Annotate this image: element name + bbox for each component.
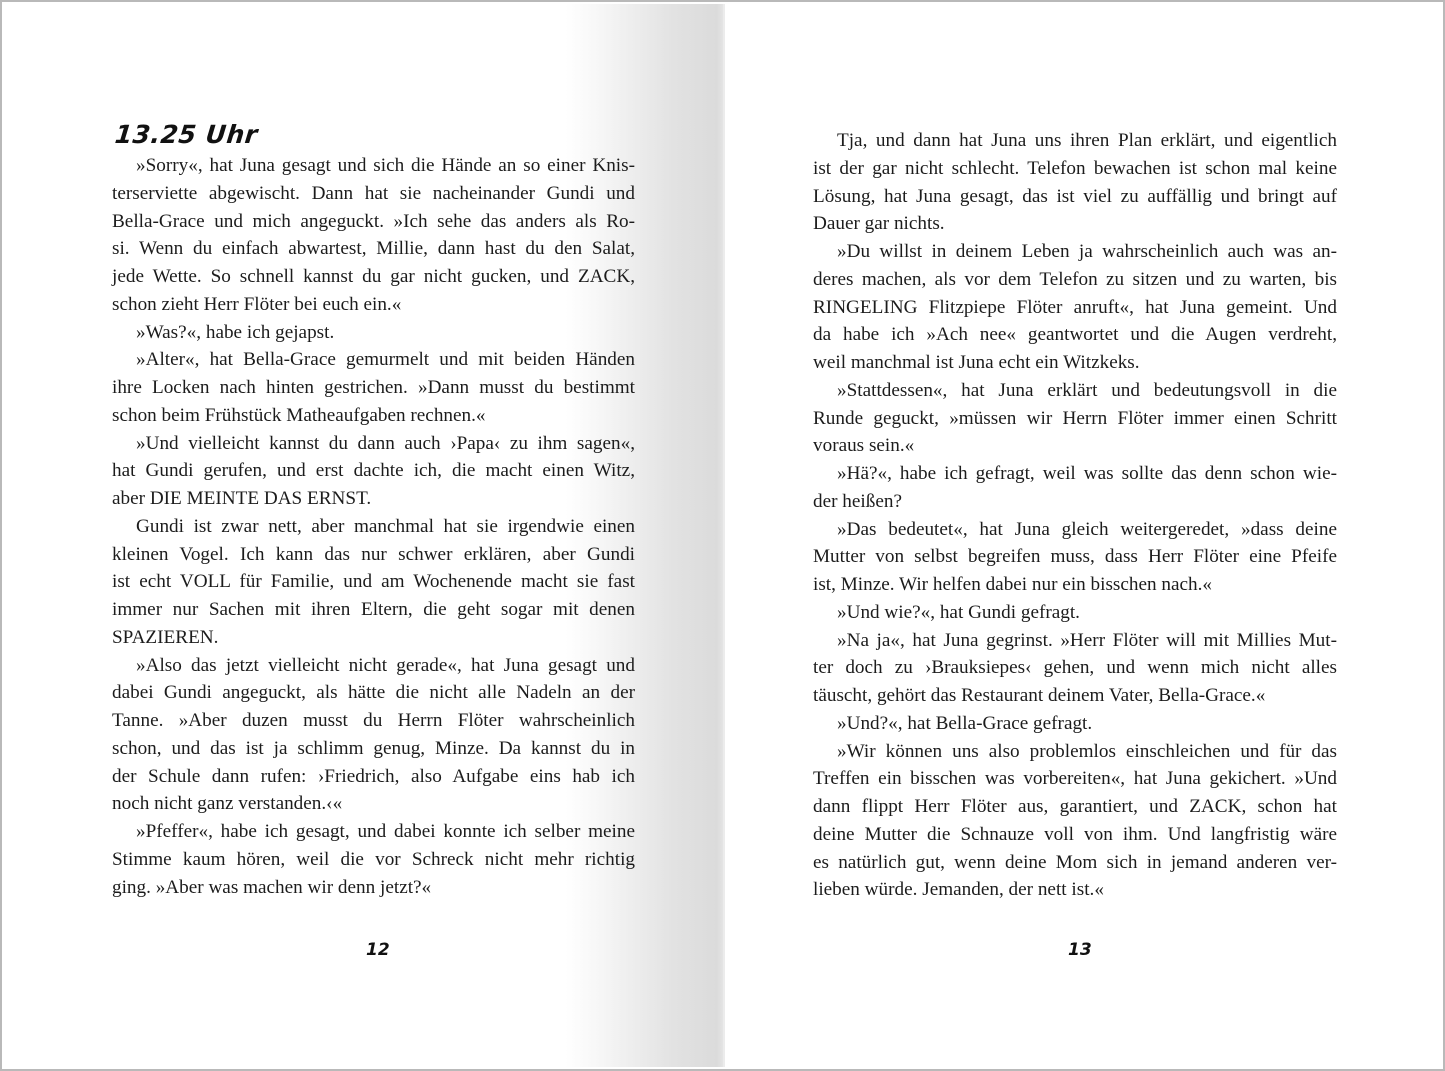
text-line: Stimme kaum hören, weil die vor Schreck nicht mehr richtig (112, 848, 635, 870)
text-line: ging. »Aber was machen wir denn jetzt?« (112, 876, 432, 898)
text-line: es natürlich gut, wenn deine Mom sich in jemand anderen ver- (813, 851, 1337, 873)
text-line: »Und wie?«, hat Gundi gefragt. (837, 601, 1080, 623)
text-line: ihre Locken nach hinten gestrichen. »Dann musst du bestimmt (112, 377, 635, 398)
text-line: der heißen? (813, 490, 902, 512)
text-line: Mutter von selbst begreifen muss, dass Herr Flöter eine Pfeife (813, 546, 1337, 568)
text-line: immer nur Sachen mit ihren Eltern, die geht sogar mit denen (112, 599, 635, 620)
text-line: dabei Gundi angeguckt, als hätte die nicht alle Nadeln an der (112, 682, 635, 704)
text-line: »Sorry«, hat Juna gesagt und sich die Hände an so einer Knis- (136, 155, 635, 176)
text-line: ter doch zu ›Brauksiepes‹ gehen, und wenn mich nicht alles (813, 657, 1337, 679)
text-line: Treffen ein bisschen was vorbereiten«, hat Juna gekichert. »Und (813, 768, 1337, 790)
text-line: RINGELING Flitzpiepe Flöter anruft«, hat Juna gemeint. Und (813, 296, 1337, 318)
text-line: weil manchmal ist Juna echt ein Witzkeks. (813, 352, 1140, 373)
text-line: »Wir können uns also problemlos einschleichen und für das (837, 740, 1337, 762)
text-line: terserviette abgewischt. Dann hat sie nacheinander Gundi und (112, 182, 635, 204)
text-line: Runde geguckt, »müssen wir Herrn Flöter immer einen Schritt (813, 407, 1337, 429)
text-line: »Und vielleicht kannst du dann auch ›Papa‹ zu ihm sagen«, (136, 432, 635, 454)
text-line: »Also das jetzt vielleicht nicht gerade«, hat Juna gesagt und (136, 654, 635, 676)
text-line: deres machen, als vor dem Telefon zu sitzen und zu warten, bis (813, 268, 1337, 290)
text-line: si. Wenn du einfach abwartest, Millie, dann hast du den Salat, (112, 238, 635, 260)
text-line: »Stattdessen«, hat Juna erklärt und bedeutungsvoll in die (837, 379, 1337, 401)
text-line: lieben würde. Jemanden, der nett ist.« (813, 879, 1104, 901)
text-line: täuscht, gehört das Restaurant deinem Vater, Bella-Grace.« (813, 685, 1266, 706)
text-line: schon beim Frühstück Matheaufgaben rechnen.« (112, 404, 486, 426)
text-line: Tja, und dann hat Juna uns ihren Plan erklärt, und eigentlich (837, 130, 1337, 151)
text-line: da habe ich »Ach nee« geantwortet und die Augen verdreht, (813, 324, 1337, 346)
text-line: noch nicht ganz verstanden.‹« (112, 793, 343, 815)
text-line: »Das bedeutet«, hat Juna gleich weitergeredet, »dass deine (837, 518, 1337, 540)
text-line: schon, und das ist ja schlimm genug, Minze. Da kannst du in (112, 737, 635, 759)
text-line: SPAZIEREN. (112, 626, 219, 648)
chapter-heading: 13.25 Uhr (113, 120, 260, 149)
page-number-right: 13 (1068, 940, 1092, 960)
text-line: ist echt VOLL für Familie, und am Wochenende macht sie fast (112, 571, 635, 593)
text-line: »Na ja«, hat Juna gegrinst. »Herr Flöter will mit Millies Mut- (837, 629, 1337, 651)
right-page-body (813, 127, 1337, 904)
text-line: schon zieht Herr Flöter bei euch ein.« (112, 293, 402, 315)
text-line: kleinen Vogel. Ich kann das nur schwer erklären, aber Gundi (112, 543, 635, 565)
text-line: Gundi ist zwar nett, aber manchmal hat sie irgendwie einen (136, 515, 635, 537)
text-line: »Alter«, hat Bella-Grace gemurmelt und mit beiden Händen (136, 349, 635, 371)
text-line: hat Gundi gerufen, und erst dachte ich, die macht einen Witz, (112, 460, 635, 482)
text-line: der Schule dann rufen: ›Friedrich, also Aufgabe eins hab ich (112, 765, 635, 787)
text-line: ist der gar nicht schlecht. Telefon bewachen ist schon mal keine (813, 157, 1337, 179)
text-line: Bella-Grace und mich angeguckt. »Ich sehe das anders als Ro- (112, 210, 635, 232)
text-line: aber DIE MEINTE DAS ERNST. (112, 488, 372, 509)
text-line: »Hä?«, habe ich gefragt, weil was sollte das denn schon wie- (837, 463, 1337, 484)
text-line: »Was?«, habe ich gejapst. (136, 321, 335, 343)
text-line: »Und?«, hat Bella-Grace gefragt. (837, 712, 1093, 734)
text-line: »Du willst in deinem Leben ja wahrscheinlich auch was an- (837, 241, 1337, 262)
text-line: voraus sein.« (813, 435, 915, 457)
text-line: jede Wette. So schnell kannst du gar nicht gucken, und ZACK, (112, 266, 635, 287)
text-line: Lösung, hat Juna gesagt, das ist viel zu auffällig und bringt auf (813, 185, 1337, 207)
text-line: ist, Minze. Wir helfen dabei nur ein bisschen nach.« (813, 574, 1213, 595)
page-number-left: 12 (366, 940, 390, 960)
text-line: Tanne. »Aber duzen musst du Herrn Flöter wahrscheinlich (112, 710, 635, 731)
text-line: dann flippt Herr Flöter aus, garantiert, und ZACK, schon hat (813, 796, 1337, 817)
text-line: deine Mutter die Schnauze voll von ihm. Und langfristig wäre (813, 823, 1337, 845)
text-line: Dauer gar nichts. (813, 213, 945, 235)
left-page-body (112, 152, 635, 901)
text-line: »Pfeffer«, habe ich gesagt, und dabei konnte ich selber meine (136, 821, 635, 842)
